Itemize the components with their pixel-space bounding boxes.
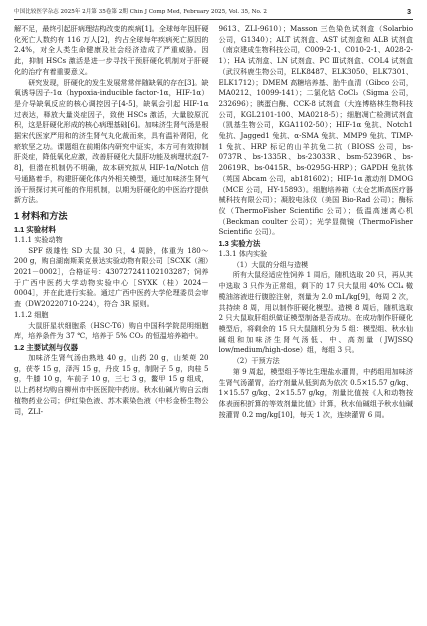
subsection-heading: 1.1 实验材料 [14, 224, 56, 234]
paragraph: 解不足，最终引起肝病理结构改变的疾病[1]。全球每年因肝硬化死亡人数约有 116 万人[2]，约占全球每年疾病死亡原因的 2.4%，对全人类生命健康及社会经济造成了严重威胁。因此，抑制 HSCs 激活是进一步寻找干预肝硬化机制对于肝硬化的治疗有着重要意义。 [14, 24, 209, 76]
paragraph: 所有大鼠经适应性饲养 1 周后，随机选取 20 只，再从其中选取 3 只作为正常组，剩下的 17 只大鼠用 40% CCl₄ 橄榄油溶液进行腹腔注射，剂量为 2.0 mL/kg[9]，每周 2 次，共持续 8 周，用以制作肝硬化模型。造模 8 周后，随机选取 2 只大鼠取肝组织做证模型制备是否成功。在成功制作肝硬化模型后，将剩余的 15 只大鼠随机分为 5 组：模型组、秋水仙碱组和加味济生肾气汤低、中、高剂量（JWJSSQ low/medium/high-dose）组，每组 3 只。 [218, 270, 413, 355]
page-number: 3 [407, 9, 411, 16]
subsubsection-heading: 1.1.2 细胞 [14, 309, 49, 319]
left-column [14, 24, 209, 620]
subsection-heading: 1.2 主要试剂与仪器 [14, 342, 79, 352]
paragraph: 加味济生肾气汤由熟地 40 g，山药 20 g，山茱萸 20 g，茯苓 15 g，泽泻 15 g，丹皮 15 g，制附子 5 g，肉桂 5 g，牛膝 10 g，车前子 10 g，三七 3 g，鳖甲 15 g 组成，以上药材均购自柳州市中医医院中药房。秋水仙碱片购自云南植物药业公司；伊红染色液、苏木素染色液（中杉金桥生物公司，ZLI- [14, 352, 209, 416]
paragraph-heading: （1）大鼠的分组与造模 [232, 259, 309, 269]
subsubsection-heading: 1.1.1 实验动物 [14, 234, 63, 244]
paragraph-heading: （2）干预方法 [232, 356, 280, 366]
paragraph: 大鼠肝星状细胞系（HSC-T6）购自中国科学院昆明细胞库，培养条件为 37 ℃，培养于 5% CO₂ 的恒温培养箱中。 [14, 320, 209, 341]
section-heading: 1 材料和方法 [14, 210, 68, 221]
paragraph: 第 9 周起，模型组予等比生理盐水灌胃，中药组用加味济生肾气汤灌胃，治疗剂量从低到高为依次 0.5×15.57 g/kg、1×15.57 g/kg、2×15.57 g/kg，剂量比值按《人和动物按体表面积折算的等效剂量比值》计算，秋水仙碱组予秋水仙碱按灌胃 0.2 mg/kg[10]，每天 1 次，连续灌胃 6 周。 [218, 366, 413, 419]
running-header [14, 6, 413, 20]
journal-citation: 中国比较医学杂志 2025年 2月第 35卷第 2期 Chin J Comp Med, February 2025, Vol. 35, No. 2 [14, 9, 267, 15]
subsection-heading: 1.3 实验方法 [218, 239, 261, 249]
two-column-body [14, 24, 413, 620]
paragraph: SPF 级雄性 SD 大鼠 30 只，4 周龄，体重为 180～200 g，购自湖南斯莱克景达实验动物有限公司［SCXK（湘）2021－0002］，合格证号：430727241102103287；饲养于广西中医药大学动物实验中心［SYXK（桂）2024－0004］，并在此进行实验。通过广西中医药大学伦理委员会审查（DW20220710-224），符合 3R 原则。 [14, 245, 209, 309]
right-column [219, 24, 414, 620]
paragraph: 9613、ZLI-9610）；Masson 三色染色试剂盒（Solarbio 公司，G1340）；ALT 试剂盒、AST 试剂盒和 ALB 试剂盒（南京建成生物科技公司，C009-2-1、C010-2-1、A028-2-1）；HA 试剂盒、LN 试剂盒、PC Ⅲ试剂盒、COL4 试剂盒（武汉科鹿生物公司，ELK8487、ELK3050、ELK7301、ELK1712）；DMEM 高糖培养基、胎牛血清（Gibco 公司，MA0212、10099-141）；二氯化钴 CoCl₂（Sigma 公司，232696）；胰蛋白酶、CCK-8 试剂盒（大连博格林生物科技公司，KGL2101-100、MA0218-5）；细胞凋亡检测试剂盒（凯基生物公司，KGA1102-50）；HIF-1α 兔抗、Notch1 兔抗、Jagged1 兔抗、α-SMA 兔抗、MMP9 兔抗、TIMP-1 兔抗、HRP 标记的山羊抗兔二抗（BIOSS 公司，bs-0737R、bs-1335R、bs-23033R、bsm-52396R、bs-20619R、bs-0415R、bs-0295G-HRP）；GAPDH 兔抗体（英国 Abcam 公司，ab181602）；HIF-1α 激动剂 DMOG（MCE 公司，HY-15893）。细胞培养箱（太仓艺斯高医疗器械科技有限公司）；凝胶电泳仪（美国 Bio-Rad 公司）；酶标仪（ThermoFisher Scientific 公司）；低温高速离心机（Beckman coulter 公司）；光学显微镜（ThermoFisher Scientific 公司）。 [218, 24, 413, 237]
paragraph: 研究发现，肝硬化的发生发展常常伴随缺氧的存在[3]。缺氧诱导因子-1α（hypoxia-inducible factor-1α，HIF-1α）是介导缺氧反应的核心调控因子[4-5]，缺氧会引起 HIF-1α 过表达，释放大量炎症因子，致使 HSCs 激活，大量胶原沉积，这是肝硬化形成的核心病理基础[6]。加味济生肾气汤是根据宋代医家严用和的济生肾气丸化裁而来，具有温补肾阳，化瘀软坚之功。课题组在前期体内研究中证实，本方可有效抑制肝炎症，降低氧化应激，改善肝硬化大鼠肝功能及病理状态[7-8]，但潜在机制仍不明确，故本研究拟从 HIF-1α/Notch 信号通路着手，构建肝硬化体内外相关模型，通过加味济生肾气汤干预探讨其可能的作用机制，以期为肝硬化的中医治疗提供新方法。 [14, 77, 209, 205]
subsubsection-heading: 1.3.1 体内实验 [218, 249, 268, 259]
